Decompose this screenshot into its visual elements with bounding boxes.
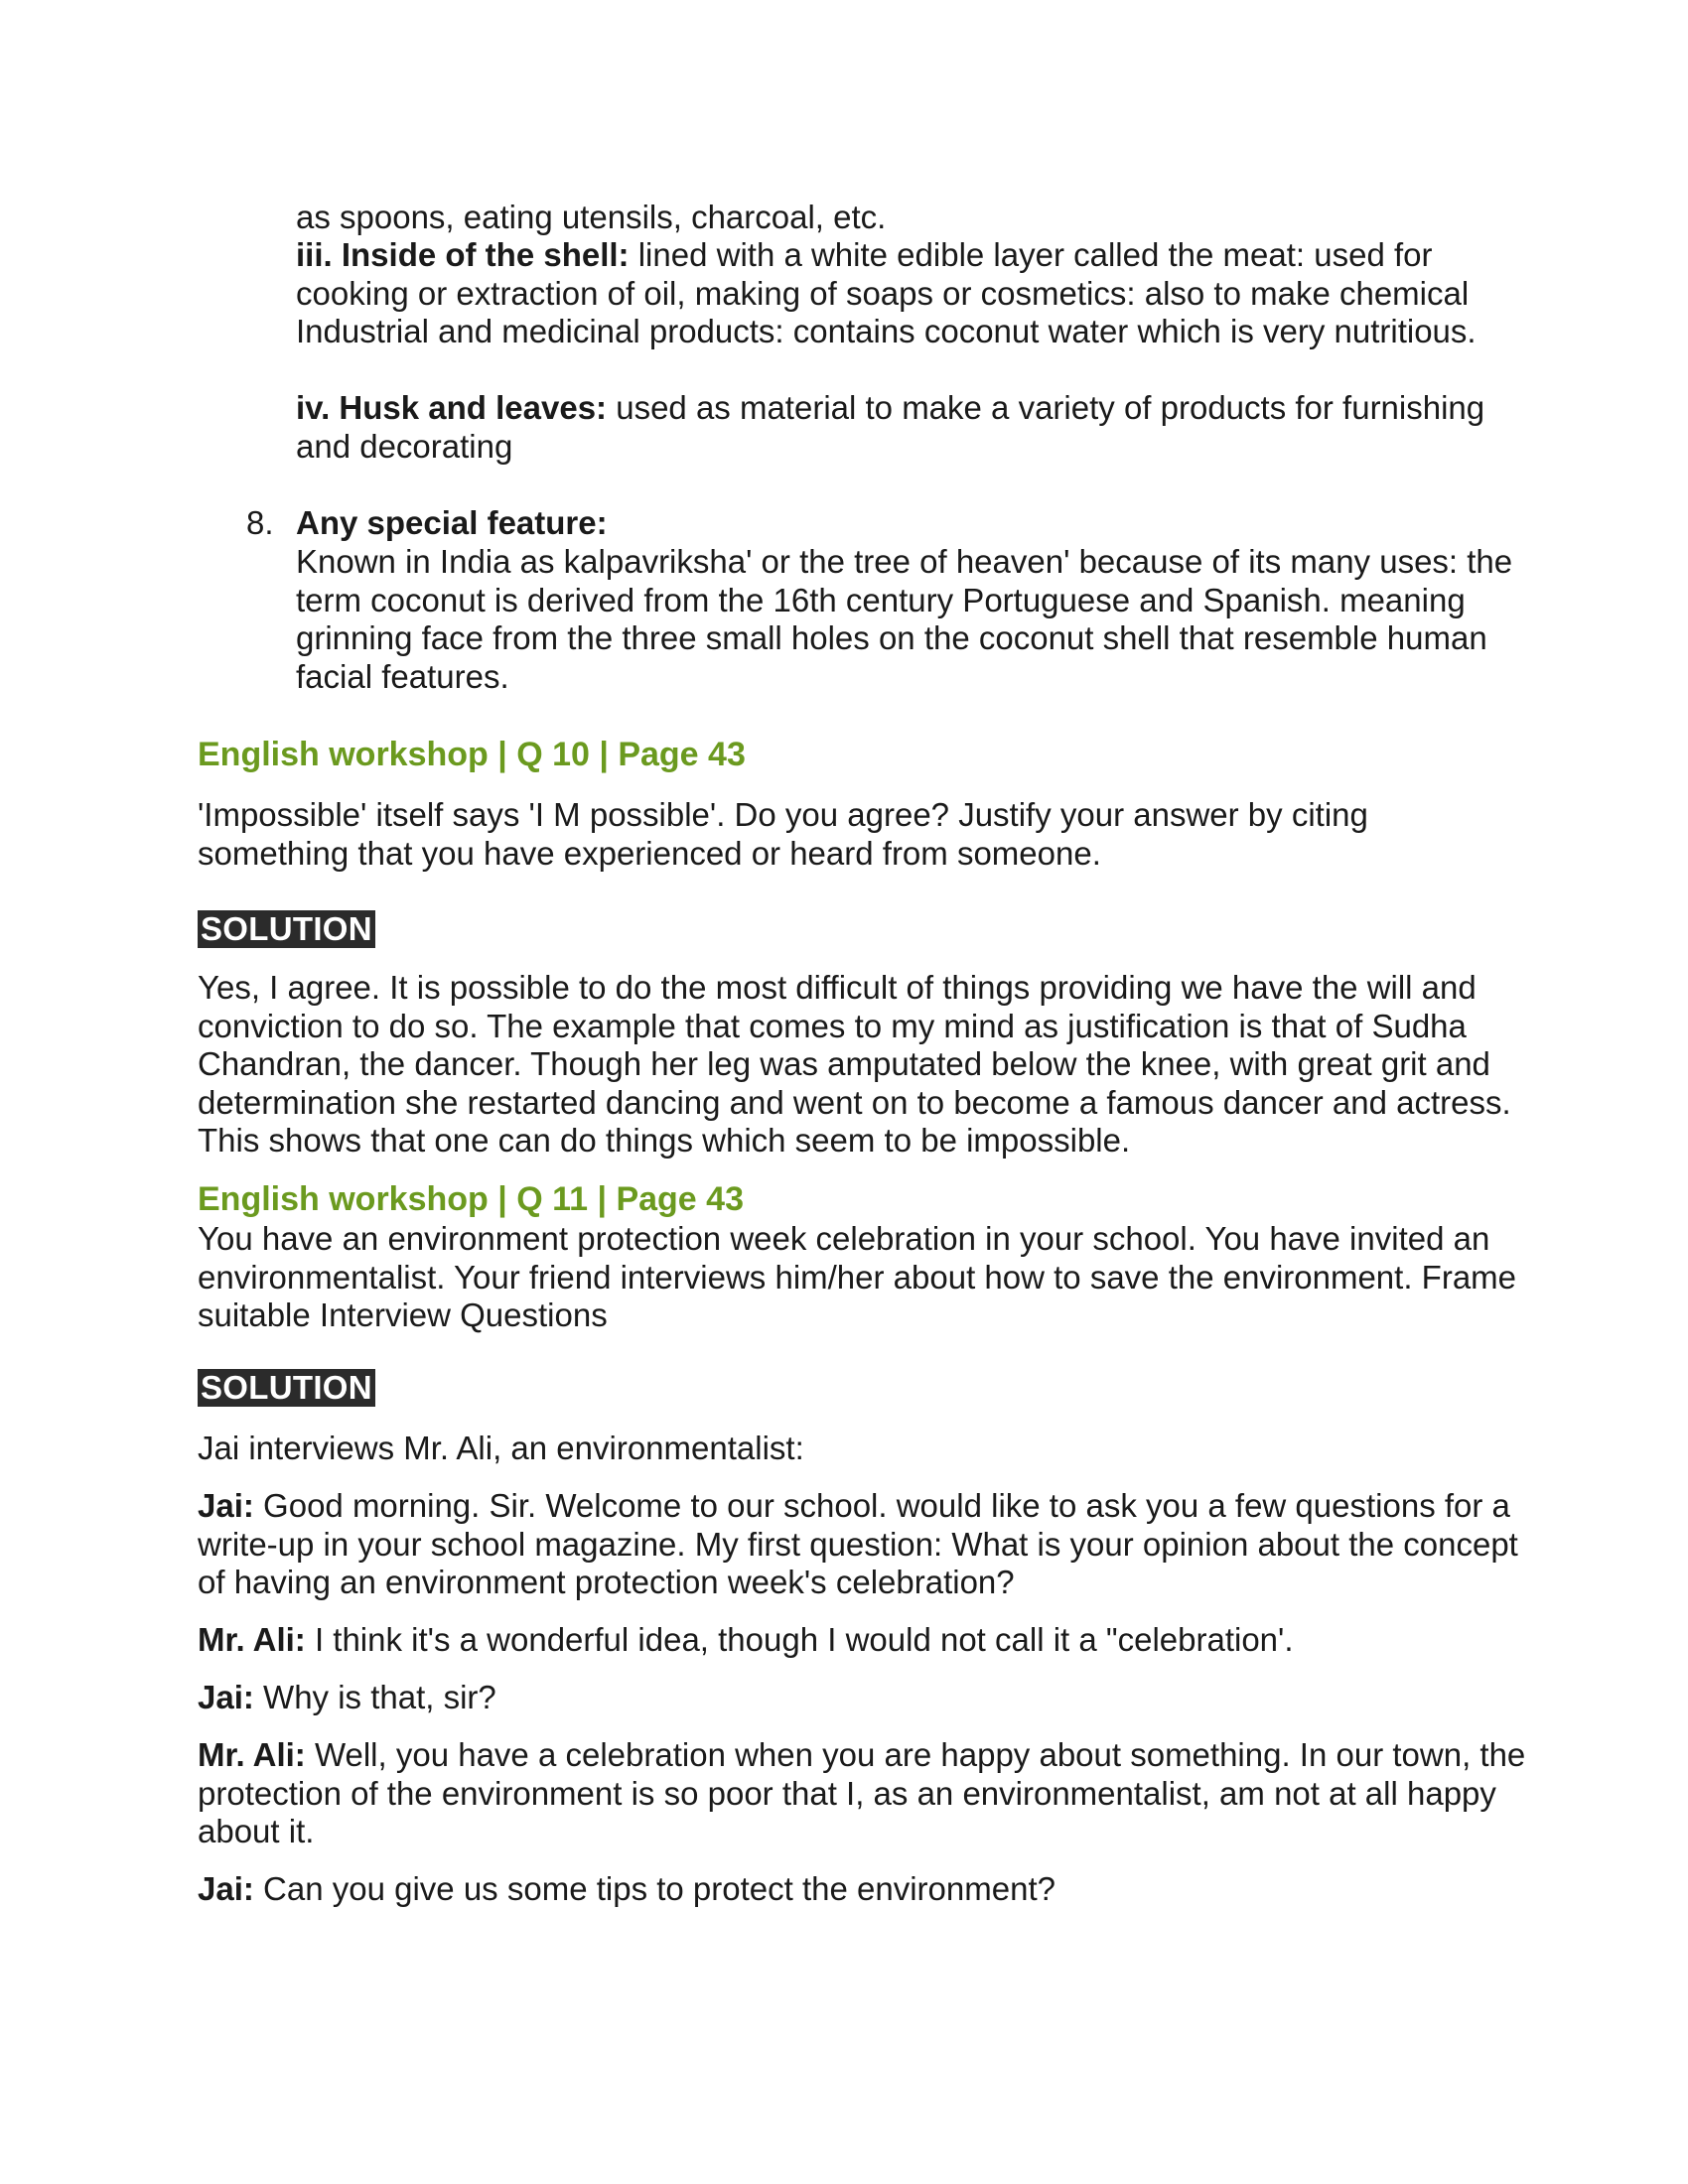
- list-number-8: 8.: [246, 504, 274, 541]
- q11-heading: English workshop | Q 11 | Page 43: [198, 1180, 744, 1218]
- q11-question: You have an environment protection week celebration in your school. You have invited an environmentalist. Your friend interviews him/her about how to save the environment. Frame suitable Interview Questions: [198, 1220, 1517, 1333]
- q11-intro: Jai interviews Mr. Ali, an environmentalist:: [198, 1430, 804, 1466]
- list-item-iii-label: iii. Inside of the shell:: [296, 236, 630, 273]
- item-8-text: Known in India as kalpavriksha' or the tree of heaven' because of its many uses: the term coconut is derived from the 16th century Portuguese and Spanish. meaning grinning face from the three small holes on the coconut shell that resemble human facial features.: [296, 543, 1513, 695]
- dialogue-text: Can you give us some tips to protect the environment?: [253, 1870, 1055, 1907]
- dialogue-speaker: Jai:: [198, 1679, 254, 1715]
- dialogue-line: [198, 1679, 1528, 1717]
- item-8-label-text: Any special feature:: [296, 504, 608, 541]
- continued-line: as spoons, eating utensils, charcoal, etc.: [296, 199, 887, 235]
- list-item-iv: [296, 389, 1527, 466]
- q10-answer: Yes, I agree. It is possible to do the most difficult of things providing we have the will and conviction to do so. The example that comes to my mind as justification is that of Sudha Chandran, the dancer. Though her leg was amputated below the knee, with great grit and determination she restarted dancing and went on to become a famous dancer and actress. This shows that one can do things which seem to be impossible.: [198, 969, 1511, 1159]
- dialogue-speaker: Mr. Ali:: [198, 1736, 306, 1773]
- dialogue-speaker: Mr. Ali:: [198, 1621, 306, 1658]
- list-item-iv-text: used as material to make a variety of products for furnishing and decorating: [296, 389, 1485, 465]
- dialogue-line: [198, 1487, 1528, 1602]
- dialogue-line: [198, 1870, 1528, 1909]
- q10-question: 'Impossible' itself says 'I M possible'. Do you agree? Justify your answer by citing something that you have experienced or heard from someone.: [198, 796, 1368, 872]
- list-item-iv-label: iv. Husk and leaves:: [296, 389, 608, 426]
- dialogue-speaker: Jai:: [198, 1487, 254, 1524]
- dialogue-text: I think it's a wonderful idea, though I would not call it a "celebration'.: [305, 1621, 1294, 1658]
- list-item-iii: [296, 236, 1527, 351]
- dialogue-line: [198, 1736, 1528, 1851]
- dialogue-text: Good morning. Sir. Welcome to our school. would like to ask you a few questions for a write-up in your school magazine. My first question: What is your opinion about the concept of having an environment protection week's celebration?: [198, 1487, 1518, 1600]
- q11-solution-label: SOLUTION: [198, 1369, 375, 1407]
- list-item-iii-text: lined with a white edible layer called the meat: used for cooking or extraction of oil, making of soaps or cosmetics: also to make chemical Industrial and medicinal products: contains coconut water which is very nutritious.: [296, 236, 1477, 349]
- q10-solution-label: SOLUTION: [198, 910, 375, 948]
- dialogue-text: Why is that, sir?: [253, 1679, 496, 1715]
- dialogue-text: Well, you have a celebration when you are happy about something. In our town, the protection of the environment is so poor that I, as an environmentalist, am not at all happy about it.: [198, 1736, 1526, 1849]
- item-8-label: [296, 504, 1527, 543]
- dialogue-speaker: Jai:: [198, 1870, 254, 1907]
- dialogue-line: [198, 1621, 1528, 1660]
- q10-heading: English workshop | Q 10 | Page 43: [198, 736, 746, 773]
